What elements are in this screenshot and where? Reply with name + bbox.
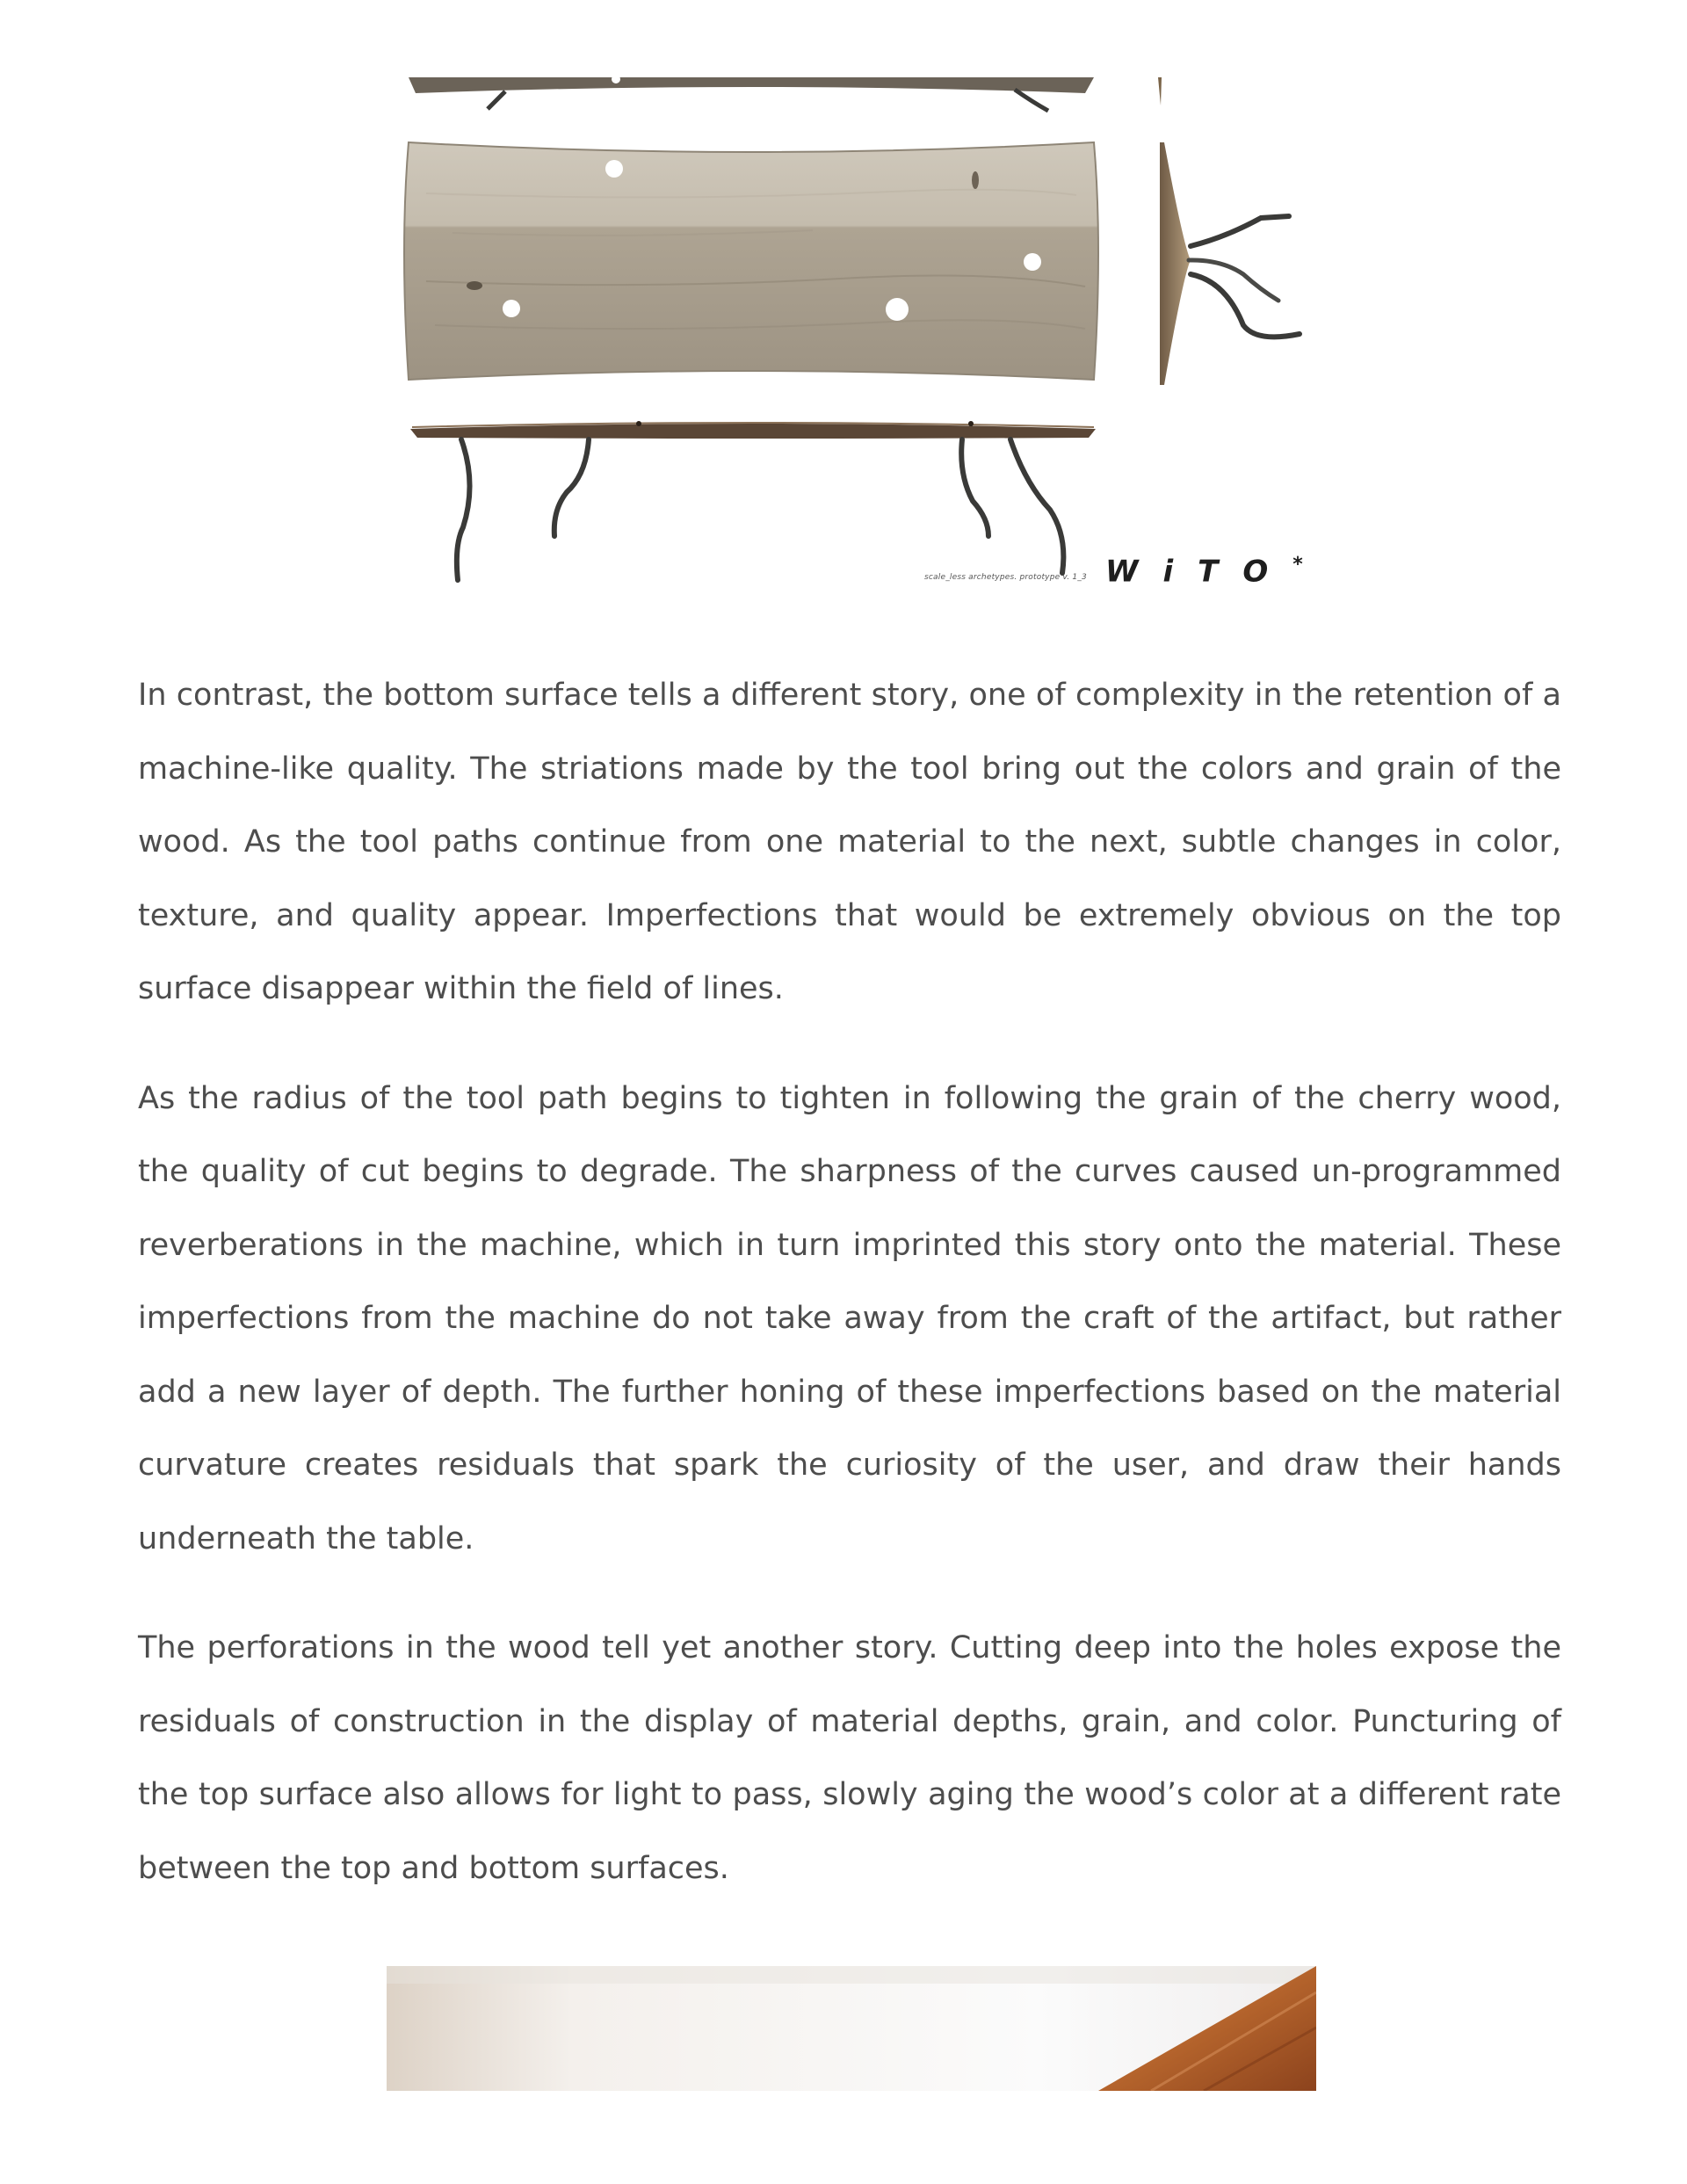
side-view-crop [1158,77,1162,105]
table-bottom-view-crop [409,75,1094,111]
paragraph: In contrast, the bottom surface tells a different story, one of complexity in the retention of a machine-like quality. The striations made by the tool bring out the colors and grain of the wood. As the tool paths continue from one material to the next, subtle changes in color, texture, and quality appear. Imperfections that would be extremely obvious on the top surface disappear within the field of lines. [138,678,1561,1006]
brand-logo [1105,554,1303,589]
table-prototype-figure [400,70,1314,598]
article-body [138,659,1561,1905]
paragraph: As the radius of the tool path begins to tighten in following the grain of the cherry wood, the quality of cut begins to degrade. The sharpness of the curves caused un-programmed reverberations in the machine, which in turn imprinted this story onto the material. These imperfections from the machine do not take away from the craft of the artifact, but rather add a new layer of depth. The further honing of these imperfections based on the material curvature creates residuals that spark the curiosity of the user, and draw their hands underneath the table. [138,1080,1561,1556]
brand-asterisk: * [1292,554,1303,576]
table-side-view [1160,142,1300,385]
perforation-hole [1024,253,1041,271]
perforation-hole [503,300,520,317]
perforation-hole [886,298,909,321]
brand-name: WiTO [1105,554,1293,590]
wood-detail-photo [387,1966,1316,2091]
figure-caption: scale_less archetypes. prototype v. 1_3 [924,573,1087,582]
paragraph: The perforations in the wood tell yet another story. Cutting deep into the holes expose the residuals of construction in the display of material depths, grain, and color. Puncturing of the top surface also allows for light to pass, slowly aging the wood’s color at a different rate between the top and bottom surfaces. [138,1630,1561,1886]
table-front-elevation [410,421,1096,580]
perforation-hole [605,160,623,178]
table-top-plan-view [404,142,1098,380]
